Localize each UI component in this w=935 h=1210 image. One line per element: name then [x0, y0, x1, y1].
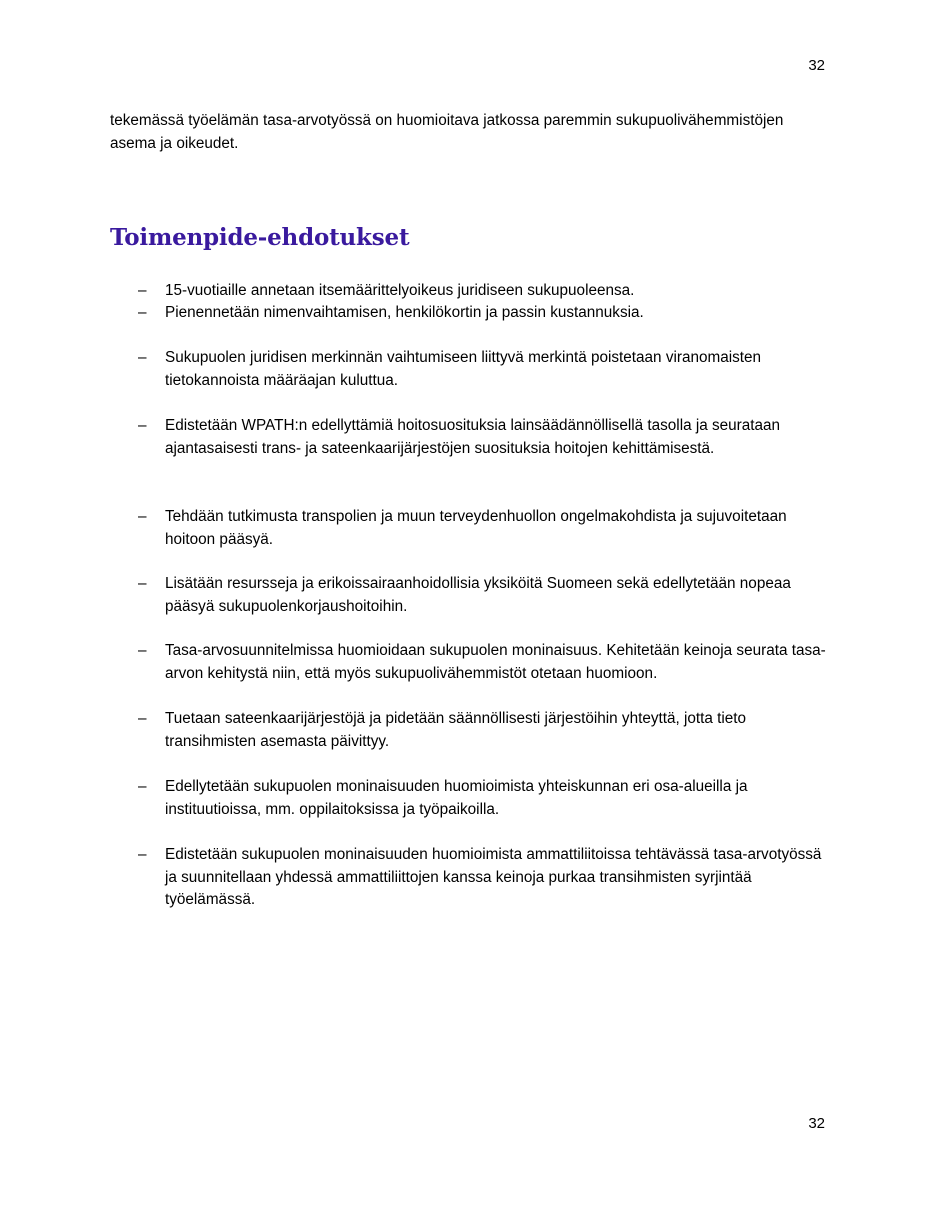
- page-number-bottom: 32: [808, 1115, 825, 1132]
- list-item: [110, 302, 830, 325]
- section-heading: Toimenpide-ehdotukset: [110, 224, 410, 251]
- list-item-text: Pienennetään nimenvaihtamisen, henkilökortin ja passin kustannuksia.: [165, 304, 644, 321]
- list-item-text: Tehdään tutkimusta transpolien ja muun terveydenhuollon ongelmakohdista ja sujuvoitetaan hoitoon pääsyä.: [165, 508, 787, 548]
- bullet-dash: –: [138, 417, 147, 434]
- list-item-text: Edistetään WPATH:n edellyttämiä hoitosuosituksia lainsäädännöllisellä tasolla ja seurataan ajantasaisesti trans- ja sateenkaarijärjestöjen suosituksia hoitojen kehittämisestä.: [165, 417, 781, 457]
- bullet-dash: –: [138, 304, 147, 321]
- bullet-dash: –: [138, 282, 147, 299]
- list-item: [110, 573, 830, 618]
- list-item-text: Edellytetään sukupuolen moninaisuuden huomioimista yhteiskunnan eri osa-alueilla ja instituutioissa, mm. oppilaitoksissa ja työpaikoilla.: [165, 778, 748, 818]
- list-item-text: Tasa-arvosuunnitelmissa huomioidaan sukupuolen moninaisuus. Kehitetään keinoja seurata tasa-arvon kehitystä niin, että myös sukupuolivähemmistöt otetaan huomioon.: [165, 642, 826, 682]
- bullet-dash: –: [138, 778, 147, 795]
- list-item: [110, 708, 830, 753]
- page-number-top: 32: [808, 57, 825, 74]
- list-item: [110, 640, 830, 685]
- list-item-text: Lisätään resursseja ja erikoissairaanhoidollisia yksiköitä Suomeen sekä edellytetään nopeaa pääsyä sukupuolenkorjaushoitoihin.: [165, 575, 791, 615]
- list-item: [110, 415, 830, 460]
- list-item-text: Sukupuolen juridisen merkinnän vaihtumiseen liittyvä merkintä poistetaan viranomaisten tietokannoista määräajan kuluttua.: [165, 349, 762, 389]
- bullet-dash: –: [138, 508, 147, 525]
- bullet-dash: –: [138, 575, 147, 592]
- list-item-text: 15-vuotiaille annetaan itsemäärittelyoikeus juridiseen sukupuoleensa.: [165, 282, 635, 299]
- list-item: [110, 347, 830, 392]
- intro-paragraph: tekemässä työelämän tasa-arvotyössä on huomioitava jatkossa paremmin sukupuolivähemmistöjen asema ja oikeudet.: [110, 112, 784, 152]
- list-item: [110, 280, 830, 303]
- list-item: [110, 776, 830, 821]
- bullet-dash: –: [138, 846, 147, 863]
- bullet-dash: –: [138, 349, 147, 366]
- list-item-text: Tuetaan sateenkaarijärjestöjä ja pidetään säännöllisesti järjestöihin yhteyttä, jotta tieto transihmisten asemasta päivittyy.: [165, 710, 747, 750]
- list-item: [110, 844, 830, 912]
- list-item-text: Edistetään sukupuolen moninaisuuden huomioimista ammattiliitoissa tehtävässä tasa-arvotyössä ja suunnitellaan yhdessä ammattiliittojen kanssa keinoja purkaa transihmisten syrjintää työelämässä.: [165, 846, 822, 908]
- list-item: [110, 506, 830, 551]
- bullet-dash: –: [138, 642, 147, 659]
- bullet-dash: –: [138, 710, 147, 727]
